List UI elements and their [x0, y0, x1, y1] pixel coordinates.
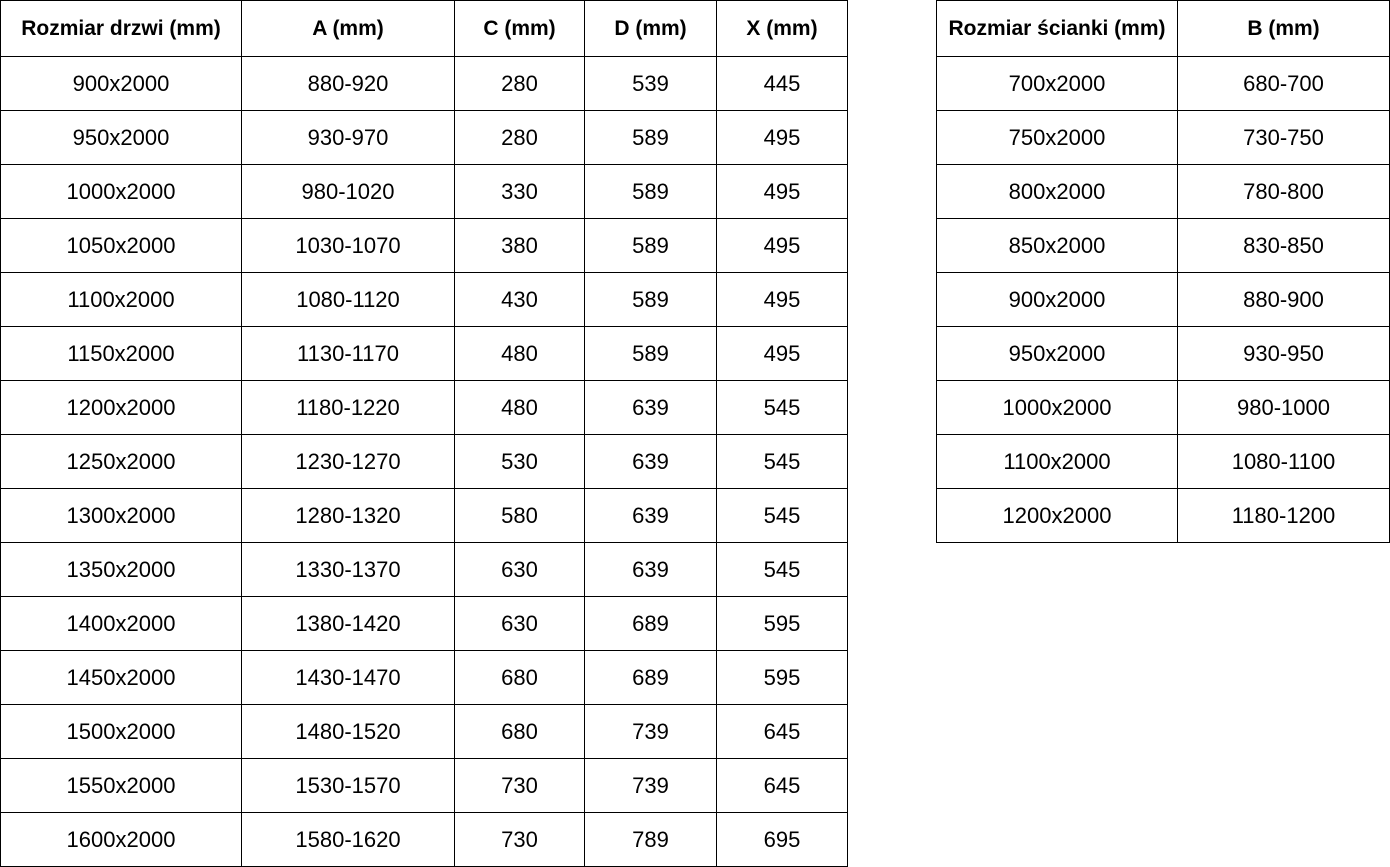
table-row [1, 219, 848, 273]
table-cell: 1000x2000 [1, 165, 242, 219]
table-cell: 645 [717, 759, 848, 813]
table-cell: 630 [455, 597, 585, 651]
table-row [937, 381, 1390, 435]
table-cell: 495 [717, 165, 848, 219]
door-table-body [1, 57, 848, 867]
table-cell: 1300x2000 [1, 489, 242, 543]
table-cell: 730 [455, 759, 585, 813]
table-cell: 750x2000 [937, 111, 1178, 165]
table-cell: 900x2000 [1, 57, 242, 111]
table-cell: 1100x2000 [937, 435, 1178, 489]
table-row [1, 759, 848, 813]
table-cell: 639 [585, 435, 717, 489]
table-row [937, 111, 1390, 165]
table-cell: 1130-1170 [242, 327, 455, 381]
table-cell: 430 [455, 273, 585, 327]
column-header: Rozmiar drzwi (mm) [1, 1, 242, 57]
table-cell: 495 [717, 219, 848, 273]
table-cell: 445 [717, 57, 848, 111]
table-cell: 700x2000 [937, 57, 1178, 111]
table-row [937, 165, 1390, 219]
table-cell: 680 [455, 705, 585, 759]
table-row [1, 813, 848, 867]
table-cell: 1550x2000 [1, 759, 242, 813]
table-cell: 1500x2000 [1, 705, 242, 759]
table-cell: 789 [585, 813, 717, 867]
table-row [1, 543, 848, 597]
table-cell: 495 [717, 273, 848, 327]
table-cell: 595 [717, 597, 848, 651]
column-header: D (mm) [585, 1, 717, 57]
table-row [1, 651, 848, 705]
table-row [937, 273, 1390, 327]
table-row [937, 435, 1390, 489]
table-cell: 980-1000 [1178, 381, 1390, 435]
table-header-row [1, 1, 848, 57]
table-cell: 930-950 [1178, 327, 1390, 381]
table-cell: 589 [585, 327, 717, 381]
table-cell: 1030-1070 [242, 219, 455, 273]
table-header-row [937, 1, 1390, 57]
table-row [1, 111, 848, 165]
column-header: X (mm) [717, 1, 848, 57]
table-row [1, 705, 848, 759]
table-cell: 800x2000 [937, 165, 1178, 219]
table-cell: 545 [717, 381, 848, 435]
table-cell: 1330-1370 [242, 543, 455, 597]
table-cell: 1250x2000 [1, 435, 242, 489]
table-cell: 680-700 [1178, 57, 1390, 111]
table-cell: 589 [585, 273, 717, 327]
table-cell: 1230-1270 [242, 435, 455, 489]
table-cell: 545 [717, 543, 848, 597]
table-cell: 695 [717, 813, 848, 867]
table-cell: 830-850 [1178, 219, 1390, 273]
table-cell: 1600x2000 [1, 813, 242, 867]
table-cell: 589 [585, 219, 717, 273]
table-cell: 580 [455, 489, 585, 543]
table-row [1, 165, 848, 219]
table-row [937, 489, 1390, 543]
table-cell: 880-920 [242, 57, 455, 111]
table-cell: 1200x2000 [937, 489, 1178, 543]
table-cell: 1180-1220 [242, 381, 455, 435]
table-cell: 1580-1620 [242, 813, 455, 867]
table-cell: 1000x2000 [937, 381, 1178, 435]
table-row [1, 597, 848, 651]
table-cell: 639 [585, 489, 717, 543]
table-cell: 950x2000 [1, 111, 242, 165]
table-cell: 930-970 [242, 111, 455, 165]
table-cell: 880-900 [1178, 273, 1390, 327]
table-row [1, 273, 848, 327]
table-cell: 739 [585, 705, 717, 759]
table-cell: 480 [455, 327, 585, 381]
table-cell: 689 [585, 651, 717, 705]
table-cell: 495 [717, 327, 848, 381]
table-cell: 780-800 [1178, 165, 1390, 219]
table-cell: 1400x2000 [1, 597, 242, 651]
table-cell: 530 [455, 435, 585, 489]
table-cell: 280 [455, 111, 585, 165]
table-cell: 639 [585, 543, 717, 597]
table-cell: 1450x2000 [1, 651, 242, 705]
table-cell: 630 [455, 543, 585, 597]
table-cell: 495 [717, 111, 848, 165]
column-header: Rozmiar ścianki (mm) [937, 1, 1178, 57]
table-cell: 545 [717, 435, 848, 489]
table-cell: 589 [585, 111, 717, 165]
table-row [1, 489, 848, 543]
table-cell: 480 [455, 381, 585, 435]
table-cell: 900x2000 [937, 273, 1178, 327]
table-cell: 1050x2000 [1, 219, 242, 273]
column-header: C (mm) [455, 1, 585, 57]
table-row [937, 57, 1390, 111]
table-cell: 1380-1420 [242, 597, 455, 651]
table-cell: 1100x2000 [1, 273, 242, 327]
table-row [1, 327, 848, 381]
table-cell: 730 [455, 813, 585, 867]
table-cell: 645 [717, 705, 848, 759]
table-cell: 689 [585, 597, 717, 651]
table-cell: 730-750 [1178, 111, 1390, 165]
table-row [937, 219, 1390, 273]
table-cell: 950x2000 [937, 327, 1178, 381]
table-cell: 545 [717, 489, 848, 543]
table-cell: 1280-1320 [242, 489, 455, 543]
table-cell: 380 [455, 219, 585, 273]
table-row [1, 57, 848, 111]
table-cell: 1180-1200 [1178, 489, 1390, 543]
table-row [1, 381, 848, 435]
table-cell: 1480-1520 [242, 705, 455, 759]
wall-panel-size-table [936, 0, 1390, 543]
table-cell: 739 [585, 759, 717, 813]
table-cell: 539 [585, 57, 717, 111]
table-cell: 1350x2000 [1, 543, 242, 597]
column-header: B (mm) [1178, 1, 1390, 57]
table-cell: 595 [717, 651, 848, 705]
table-cell: 1150x2000 [1, 327, 242, 381]
table-cell: 850x2000 [937, 219, 1178, 273]
table-cell: 1080-1120 [242, 273, 455, 327]
table-cell: 1080-1100 [1178, 435, 1390, 489]
table-row [937, 327, 1390, 381]
table-cell: 680 [455, 651, 585, 705]
table-cell: 1200x2000 [1, 381, 242, 435]
column-header: A (mm) [242, 1, 455, 57]
panel-table-body [937, 57, 1390, 543]
table-cell: 280 [455, 57, 585, 111]
table-row [1, 435, 848, 489]
table-cell: 1530-1570 [242, 759, 455, 813]
table-cell: 980-1020 [242, 165, 455, 219]
table-cell: 639 [585, 381, 717, 435]
table-cell: 330 [455, 165, 585, 219]
table-cell: 589 [585, 165, 717, 219]
table-cell: 1430-1470 [242, 651, 455, 705]
